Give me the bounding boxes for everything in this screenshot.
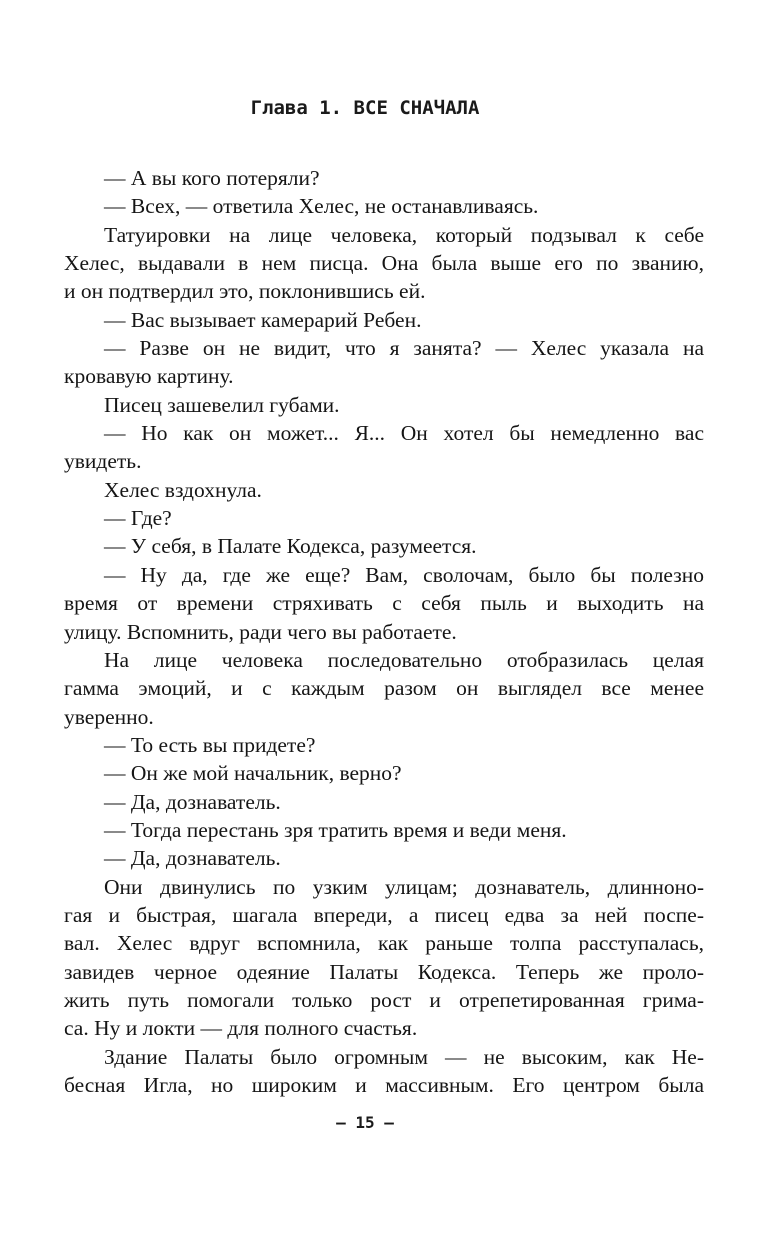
text-line: — У себя, в Палате Кодекса, разумеется. bbox=[104, 534, 477, 559]
text-line: — То есть вы придете? bbox=[104, 732, 316, 757]
body-text bbox=[64, 164, 704, 1099]
text-line: са. Ну и локти — для полного счастья. bbox=[64, 1016, 418, 1041]
text-line: гамма эмоций, и с каждым разом он выглядел все менее bbox=[64, 676, 704, 701]
text-line: Татуировки на лице человека, который подзывал к себе bbox=[104, 222, 704, 247]
text-line: Они двинулись по узким улицам; дознаватель, длинноно- bbox=[104, 874, 704, 899]
text-line: — Разве он не видит, что я занята? — Хелес указала на bbox=[104, 336, 704, 361]
text-line: завидев черное одеяние Палаты Кодекса. Теперь же проло- bbox=[64, 959, 704, 984]
text-line: увидеть. bbox=[64, 449, 142, 474]
text-line: — Всех, — ответила Хелес, не останавливаясь. bbox=[104, 194, 539, 219]
text-line: — Где? bbox=[104, 506, 172, 531]
text-line: кровавую картину. bbox=[64, 364, 234, 389]
text-line: — Тогда перестань зря тратить время и веди меня. bbox=[104, 817, 567, 842]
text-line: — Он же мой начальник, верно? bbox=[104, 761, 402, 786]
text-line: время от времени стряхивать с себя пыль и выходить на bbox=[64, 591, 704, 616]
chapter-header: Глава 1. ВСЕ СНАЧАЛА bbox=[250, 97, 480, 119]
text-line: — А вы кого потеряли? bbox=[104, 166, 320, 190]
text-line: Хелес, выдавали в нем писца. Она была выше его по званию, bbox=[64, 251, 704, 276]
text-line: — Ну да, где же еще? Вам, сволочам, было бы полезно bbox=[104, 562, 704, 587]
text-line: — Да, дознаватель. bbox=[104, 789, 281, 814]
text-line: Здание Палаты было огромным — не высоким, как Не- bbox=[104, 1044, 704, 1069]
text-line: бесная Игла, но широким и массивным. Его центром была bbox=[64, 1073, 704, 1097]
text-line: На лице человека последовательно отобразилась целая bbox=[104, 647, 704, 672]
text-line: — Вас вызывает камерарий Ребен. bbox=[104, 307, 422, 332]
text-line: Писец зашевелил губами. bbox=[104, 392, 340, 417]
text-line: — Да, дознаватель. bbox=[104, 846, 281, 871]
page-number: — 15 — bbox=[336, 1113, 394, 1132]
text-line: и он подтвердил это, поклонившись ей. bbox=[64, 279, 426, 304]
text-line: уверенно. bbox=[64, 704, 154, 729]
text-line: Хелес вздохнула. bbox=[104, 477, 262, 502]
text-line: вал. Хелес вдруг вспомнила, как раньше толпа расступалась, bbox=[64, 931, 704, 956]
text-line: жить путь помогали только рост и отрепетированная грима- bbox=[64, 987, 704, 1012]
text-line: улицу. Вспомнить, ради чего вы работаете. bbox=[64, 619, 457, 644]
text-line: — Но как он может... Я... Он хотел бы немедленно вас bbox=[104, 421, 704, 446]
text-line: гая и быстрая, шагала впереди, а писец едва за ней поспе- bbox=[64, 902, 704, 927]
